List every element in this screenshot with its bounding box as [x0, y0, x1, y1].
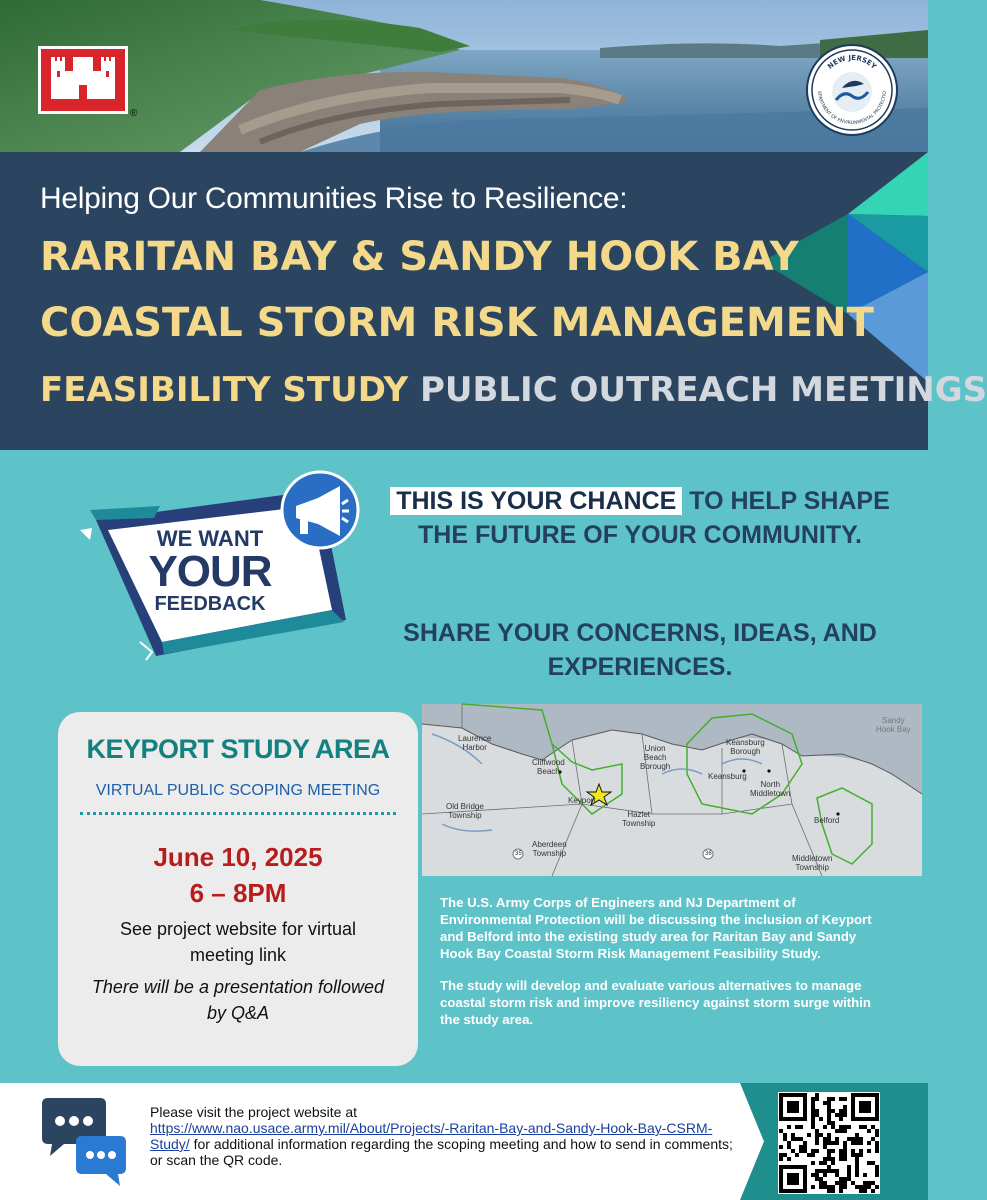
- meeting-date: June 10, 2025: [153, 842, 323, 872]
- map-label-keansburg-borough: Keansburg Borough: [726, 738, 765, 756]
- map-label-keyport: Keyport: [568, 796, 596, 805]
- map-label-sandy-hook-bay: Sandy Hook Bay: [876, 716, 911, 734]
- footer-outro: for additional information regarding the scoping meeting and how to send in comments; or scan the QR code.: [150, 1136, 733, 1168]
- map-label-laurence-harbor: Laurence Harbor: [458, 734, 492, 752]
- map-label-aberdeen: Aberdeen Township: [532, 840, 567, 858]
- svg-text:NEW JERSEY: [826, 54, 878, 71]
- feedback-line-2: YOUR: [148, 547, 272, 596]
- map-label-middletown: Middletown Township: [792, 854, 833, 872]
- megaphone-icon: [286, 484, 350, 538]
- description-paragraph-2: The study will develop and evaluate various alternatives to manage coastal storm risk and improve resiliency against storm surge within the study area.: [440, 978, 871, 1027]
- registered-mark: ®: [130, 108, 138, 119]
- call-to-action: [390, 484, 890, 552]
- header-photo: [0, 0, 928, 152]
- study-area-map: [422, 704, 922, 876]
- chat-bubbles-icon: [38, 1098, 128, 1186]
- map-label-north-middletown: North Middletown: [750, 780, 791, 798]
- map-label-cliffwood-beach: Cliffwood Beach: [532, 758, 565, 776]
- title-line-3: [40, 370, 987, 410]
- usace-castle-logo: [38, 46, 128, 114]
- cta-share: SHARE YOUR CONCERNS, IDEAS, AND EXPERIENCES.: [403, 619, 877, 681]
- title-line-1: RARITAN BAY & SANDY HOOK BAY: [40, 234, 799, 280]
- title-line-2: COASTAL STORM RISK MANAGEMENT: [40, 300, 874, 346]
- dotted-divider: [80, 812, 396, 815]
- map-label-hazlet: Hazlet Township: [622, 810, 656, 828]
- study-description: [440, 894, 880, 1043]
- seal-top-text: NEW JERSEY: [826, 53, 878, 71]
- qr-code[interactable]: [778, 1092, 880, 1194]
- title-public-outreach: PUBLIC OUTREACH MEETINGS: [419, 370, 987, 410]
- feedback-line-1: WE WANT: [156, 526, 264, 551]
- nj-dep-seal: [806, 44, 898, 136]
- presentation-note: There will be a presentation followed by Q&A: [91, 977, 385, 1023]
- project-website-link[interactable]: https://www.nao.usace.army.mil/About/Projects/-Raritan-Bay-and-Sandy-Hook-Bay-CSRM-Study/: [150, 1120, 713, 1152]
- map-route-36: 36: [705, 851, 712, 857]
- title-feasibility: FEASIBILITY STUDY: [40, 370, 409, 410]
- study-area-title: KEYPORT STUDY AREA: [86, 734, 390, 764]
- cta-highlight: THIS IS YOUR CHANCE: [390, 487, 682, 515]
- meeting-type: VIRTUAL PUBLIC SCOPING MEETING: [95, 782, 381, 799]
- map-label-union-beach: Union Beach Borough: [640, 744, 671, 771]
- footer-text: [150, 1104, 740, 1168]
- map-label-keansburg: Keansburg: [708, 772, 747, 781]
- footer-intro: Please visit the project website at: [150, 1104, 357, 1120]
- map-route-35: 35: [515, 851, 522, 857]
- meeting-card: [58, 712, 418, 1066]
- feedback-line-3: FEEDBACK: [154, 593, 266, 615]
- map-label-belford: Belford: [814, 816, 840, 825]
- meeting-link-note: See project website for virtual meeting link: [119, 919, 357, 965]
- feedback-text: [140, 528, 280, 614]
- meeting-time: 6 – 8PM: [189, 878, 287, 908]
- cta-rest: TO HELP SHAPE THE FUTURE OF YOUR COMMUNITY.: [418, 487, 890, 549]
- title-band: [0, 152, 987, 450]
- subtitle: Helping Our Communities Rise to Resilience:: [40, 182, 628, 215]
- seal-bottom-text: EPARTMENT OF ENVIRONMENTAL PROTECTIO: [816, 90, 889, 127]
- map-label-old-bridge: Old Bridge Township: [446, 802, 484, 820]
- description-paragraph-1: The U.S. Army Corps of Engineers and NJ Department of Environmental Protection will be discussing the inclusion of Keyport and Belford into the existing study area for Raritan Bay and Sandy Hook Bay Coastal Storm Risk Management Feasibility Study.: [440, 895, 872, 961]
